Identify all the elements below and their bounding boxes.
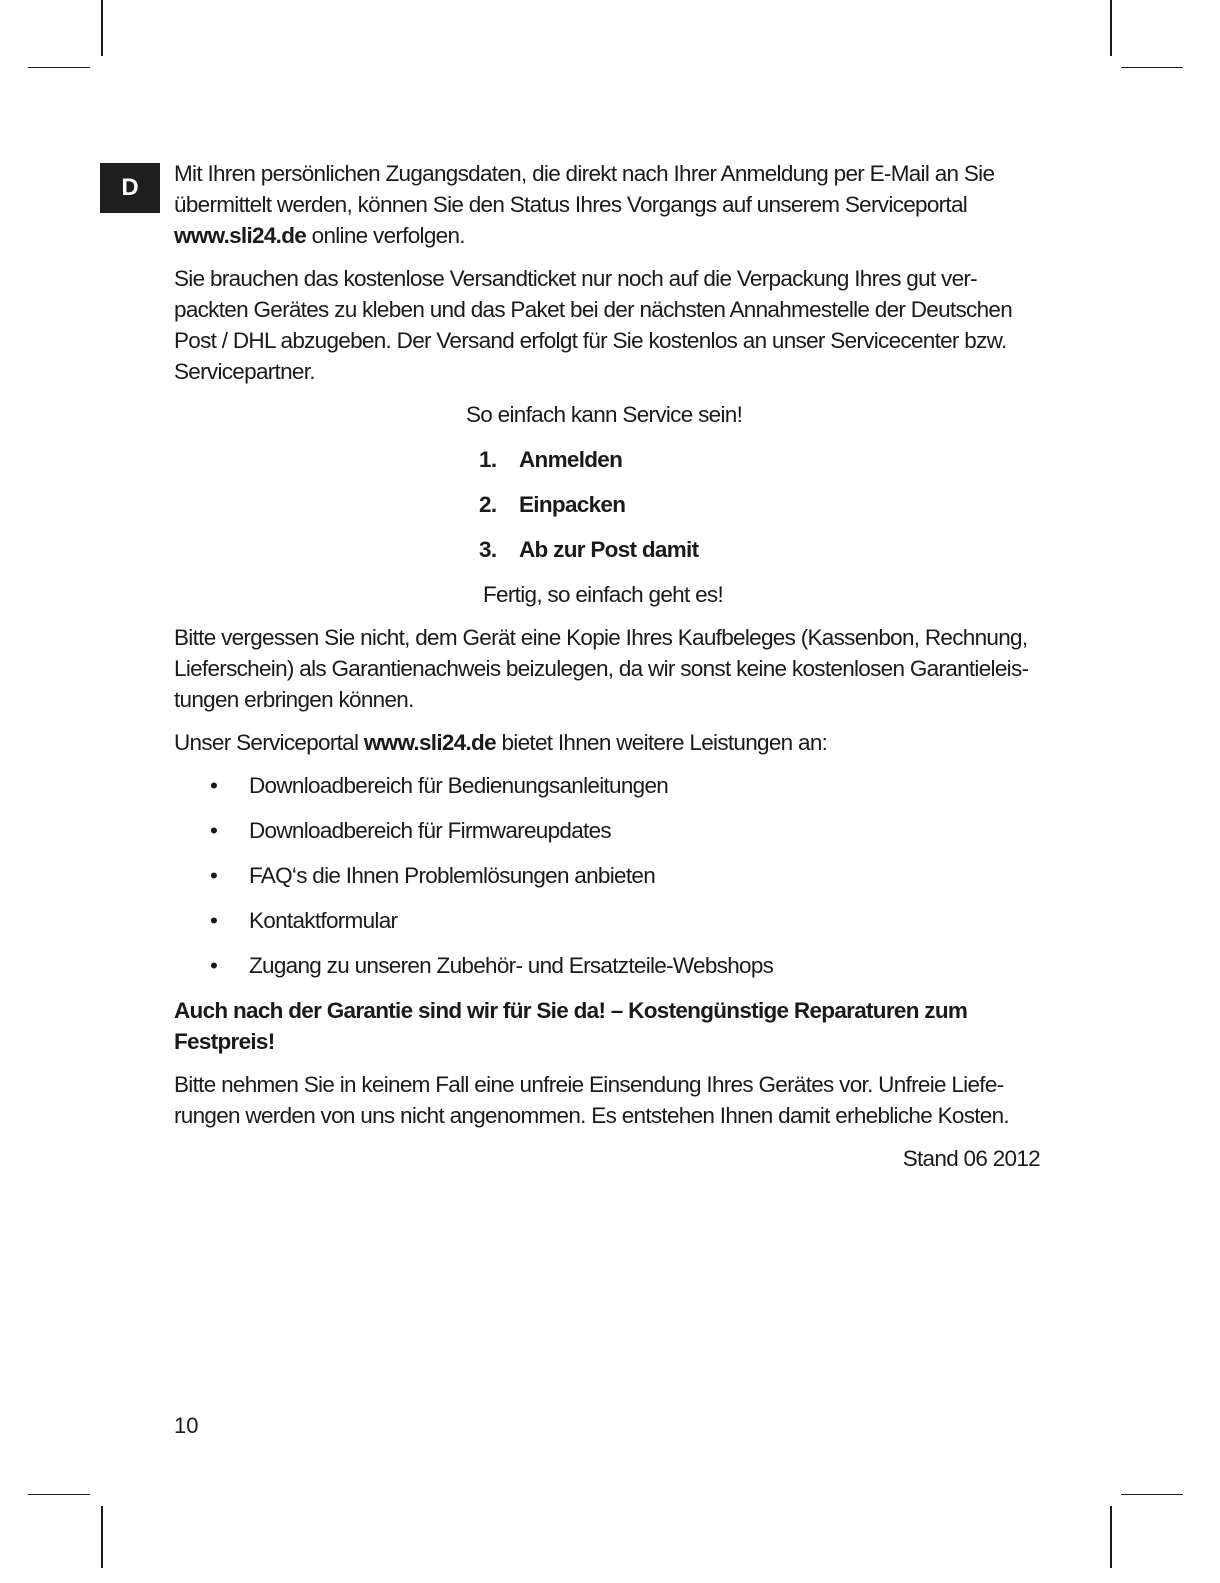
list-item (174, 950, 1040, 981)
crop-mark-bottom-right-vertical (1110, 1506, 1112, 1568)
step-item (479, 534, 1040, 565)
paragraph-warning: Bitte nehmen Sie in keinem Fall eine unfreie Einsendung Ihres Gerätes vor. Unfreie Liefe-rungen werden von uns nicht angenommen. Es entstehen Ihnen damit erhebliche Kosten. (174, 1072, 1009, 1128)
language-tab: D (100, 163, 160, 213)
bullet-icon: • (210, 863, 218, 888)
portal-link[interactable]: www.sli24.de (174, 223, 307, 248)
portal-link[interactable]: www.sli24.de (363, 730, 496, 755)
paragraph-portal-tail: bietet Ihnen weitere Leistungen an: (495, 730, 828, 755)
crop-mark-bottom-left-horizontal (28, 1494, 90, 1495)
section-heading: Auch nach der Garantie sind wir für Sie da! – Kostengünstige Reparaturen zum Festpreis! (174, 998, 968, 1054)
step-label: Einpacken (519, 492, 626, 517)
list-item-text: Kontaktformular (249, 908, 398, 933)
paragraph-receipt: Bitte vergessen Sie nicht, dem Gerät eine Kopie Ihres Kaufbeleges (Kassenbon, Rechnung, Lieferschein) als Garantienachweis beizulegen, da wir sonst keine kostenlosen Garantieleis-tungen erbringen können. (174, 625, 1029, 712)
list-item (174, 770, 1040, 801)
step-number: 2. (479, 492, 497, 517)
revision-date: Stand 06 2012 (902, 1146, 1040, 1171)
paragraph-login-text: Mit Ihren persönlichen Zugangsdaten, die direkt nach Ihrer Anmeldung per E-Mail an Sie übermittelt werden, können Sie den Status Ihres Vorgangs auf unserem Serviceportal (174, 161, 995, 217)
steps-list (174, 444, 1040, 565)
bullet-icon: • (210, 908, 218, 933)
crop-mark-bottom-right-horizontal (1121, 1494, 1183, 1495)
step-item (479, 489, 1040, 520)
list-item-text: FAQ‘s die Ihnen Problemlösungen anbieten (249, 863, 656, 888)
paragraph-login (174, 158, 1040, 251)
paragraph-portal (174, 727, 1040, 758)
paragraph-shipping: Sie brauchen das kostenlose Versandticket nur noch auf die Verpackung Ihres gut ver-packten Gerätes zu kleben und das Paket bei der nächsten Annahmestelle der Deutschen Post / DHL abzugeben. Der Versand erfolgt für Sie kostenlos an unser Servicecenter bzw. Servicepartner. (174, 266, 1013, 384)
closing-line: Fertig, so einfach geht es! (483, 582, 723, 607)
page-content (174, 158, 1040, 1186)
crop-mark-bottom-left-vertical (101, 1506, 103, 1568)
list-item-text: Downloadbereich für Firmwareupdates (249, 818, 611, 843)
list-item-text: Downloadbereich für Bedienungsanleitungen (249, 773, 669, 798)
step-item (479, 444, 1040, 475)
service-tagline: So einfach kann Service sein! (466, 402, 743, 427)
step-label: Ab zur Post damit (519, 537, 699, 562)
list-item (174, 815, 1040, 846)
bullet-icon: • (210, 773, 218, 798)
step-number: 3. (479, 537, 497, 562)
crop-mark-top-left-vertical (101, 0, 103, 56)
bullet-icon: • (210, 953, 218, 978)
step-label: Anmelden (519, 447, 623, 472)
list-item (174, 860, 1040, 891)
crop-mark-top-right-vertical (1110, 0, 1112, 56)
page-number: 10 (174, 1413, 199, 1438)
crop-mark-top-left-horizontal (28, 67, 90, 68)
list-item-text: Zugang zu unseren Zubehör- und Ersatzteile-Webshops (249, 953, 774, 978)
crop-mark-top-right-horizontal (1121, 67, 1183, 68)
services-list (174, 770, 1040, 981)
list-item (174, 905, 1040, 936)
bullet-icon: • (210, 818, 218, 843)
paragraph-login-tail: online verfolgen. (306, 223, 465, 248)
step-number: 1. (479, 447, 497, 472)
paragraph-portal-text: Unser Serviceportal (174, 730, 364, 755)
